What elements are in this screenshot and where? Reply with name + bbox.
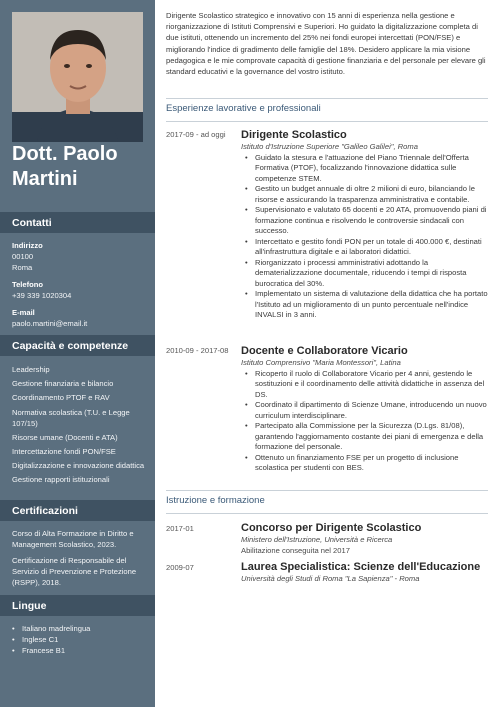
skill-item: Coordinamento PTOF e RAV <box>12 393 110 403</box>
skill-item: Gestione rapporti istituzionali <box>12 475 110 485</box>
education-date: 2017-01 <box>166 524 194 533</box>
address-line2: Roma <box>12 263 33 272</box>
languages-list <box>12 623 148 656</box>
profile-photo <box>12 12 143 142</box>
job-date: 2017-09 - ad oggi <box>166 130 226 139</box>
job-bullet: • Ottenuto un finanziamento FSE per un progetto di inclusione scolastica per studenti con BES. <box>245 453 488 474</box>
contacts-section <box>12 240 148 329</box>
language-item: • Inglese C1 <box>12 634 148 645</box>
name-last-line: Martini <box>12 168 78 190</box>
skill-item: Leadership <box>12 365 50 374</box>
skill-item: Intercettazione fondi PON/FSE <box>12 446 116 456</box>
certifications-heading: Certificazioni <box>0 500 155 521</box>
job-bullet: • Ricoperto il ruolo di Collaboratore Vicario per 4 anni, gestendo le sostituzioni e il coordinamento delle attività didattiche in assenza del DS. <box>245 369 488 401</box>
job-bullets <box>245 153 488 321</box>
job-bullet: • Riorganizzato i processi amministrativi adottando la dematerializzazione documentale, riducendo i tempi di risposta burocratica del 30%. <box>245 258 488 290</box>
certification-item: Certificazione di Responsabile del Servizio di Prevenzione e Protezione (RSPP), 2018. <box>12 556 137 587</box>
divider <box>166 98 488 99</box>
sidebar <box>0 0 155 707</box>
address-line1: 00100 <box>12 252 34 261</box>
certifications-list <box>12 528 148 593</box>
language-item: • Italiano madrelingua <box>12 623 148 634</box>
job-bullets <box>245 369 488 474</box>
divider <box>166 490 488 491</box>
certification-item: Corso di Alta Formazione in Diritto e Management Scolastico, 2023. <box>12 529 134 549</box>
languages-heading: Lingue <box>0 595 155 616</box>
skill-item: Normativa scolastica (T.U. e Legge 107/15) <box>12 407 130 428</box>
contacts-heading: Contatti <box>0 212 155 233</box>
education-note: Abilitazione conseguita nel 2017 <box>241 545 350 555</box>
language-item: • Francese B1 <box>12 645 148 656</box>
job-organization: Istituto d'Istruzione Superiore "Galileo Galilei", Roma <box>241 142 418 151</box>
phone-label: Telefono <box>12 280 44 289</box>
job-bullet: • Implementato un sistema di valutazione della didattica che ha portato l'Istituto ad un miglioramento di un punto percentuale nell'indice INVALSI in 3 anni. <box>245 289 488 321</box>
job-organization: Istituto Comprensivo "Maria Montessori", Latina <box>241 358 401 367</box>
skills-list <box>12 364 148 489</box>
education-organization: Università degli Studi di Roma "La Sapienza" - Roma <box>241 574 420 583</box>
job-bullet: • Supervisionato e valutato 65 docenti e 20 ATA, promuovendo piani di formazione continua e risolvendo le controversie sindacali con successo. <box>245 205 488 237</box>
divider <box>166 121 488 122</box>
job-entry <box>241 345 488 474</box>
name-first-line: Dott. Paolo <box>12 143 118 165</box>
email-value[interactable]: paolo.martini@email.it <box>12 319 88 328</box>
profile-summary: Dirigente Scolastico strategico e innovativo con 15 anni di esperienza nella gestione e riorganizzazione di Istituti Comprensivi e Superiori. Ho guidato la digitalizzazione completa di due istituti, ottenendo un incremento del 25% nei fondi europei intercettati (PON/FSE) e migliorando l'indice di gradimento delle famiglie del 18%. Desidero applicare la mia visione pedagogica e le mie comprovate capacità di gestione finanziaria e del personale per elevare gli standard educativi e la governance del vostro istituto. <box>166 11 486 77</box>
skills-heading: Capacità e competenze <box>0 335 155 356</box>
education-date: 2009-07 <box>166 563 194 572</box>
job-bullet: • Intercettato e gestito fondi PON per un totale di 400.000 €, destinati all'infrastruttura digitale e ai laboratori didattici. <box>245 237 488 258</box>
skill-item: Gestione finanziaria e bilancio <box>12 379 114 389</box>
experience-heading: Esperienze lavorative e professionali <box>166 103 321 114</box>
skill-item: Digitalizzazione e innovazione didattica <box>12 461 145 471</box>
education-entry <box>241 561 488 585</box>
job-date: 2010-09 - 2017-08 <box>166 346 229 355</box>
education-title: Concorso per Dirigente Scolastico <box>241 522 422 534</box>
job-bullet: • Partecipato alla Commissione per la Sicurezza (D.Lgs. 81/08), garantendo l'aggiornamento costante dei piani di emergenza e della formazione del personale. <box>245 421 488 453</box>
job-bullet: • Gestito un budget annuale di oltre 2 milioni di euro, bilanciando le risorse e assicurando la trasparenza amministrativa e contabile. <box>245 184 488 205</box>
education-title: Laurea Specialistica: Scienze dell'Educazione <box>241 561 481 573</box>
job-bullet: • Guidato la stesura e l'attuazione del Piano Triennale dell'Offerta Formativa (PTOF), focalizzando l'innovazione didattica sulle competenze STEM. <box>245 153 488 185</box>
job-bullet: • Coordinato il dipartimento di Scienze Umane, introducendo un nuovo curriculum interdisciplinare. <box>245 400 488 421</box>
phone-value[interactable]: +39 339 1020304 <box>12 291 72 300</box>
job-entry <box>241 129 488 321</box>
skill-item: Risorse umane (Docenti e ATA) <box>12 432 118 442</box>
education-organization: Ministero dell'Istruzione, Università e Ricerca <box>241 535 393 544</box>
education-heading: Istruzione e formazione <box>166 495 265 506</box>
job-role: Dirigente Scolastico <box>241 129 347 141</box>
divider <box>166 513 488 514</box>
candidate-name <box>12 142 152 192</box>
job-role: Docente e Collaboratore Vicario <box>241 345 408 357</box>
email-label: E-mail <box>12 308 35 317</box>
address-label: Indirizzo <box>12 241 43 250</box>
education-entry <box>241 522 488 556</box>
